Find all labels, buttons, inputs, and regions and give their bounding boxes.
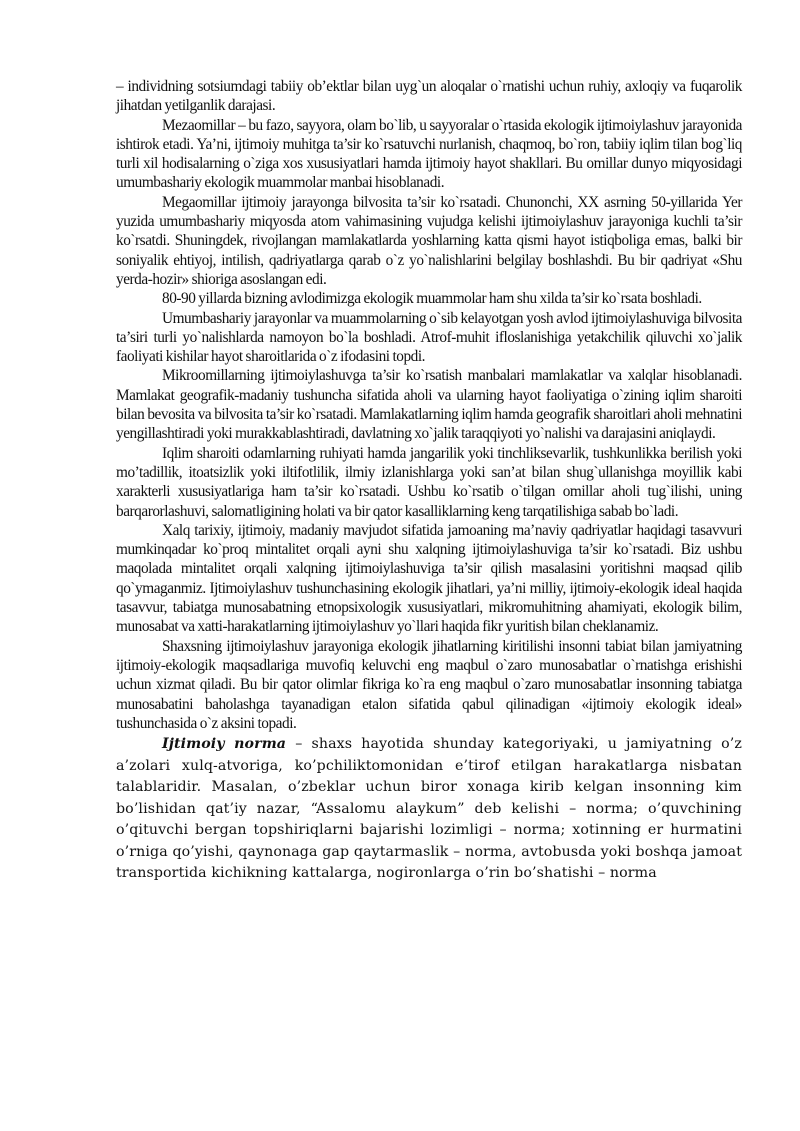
definition-term: Ijtimoiy norma xyxy=(162,736,287,753)
paragraph-umumbashariy: Umumbashariy jarayonlar va muammolarning o`sib kelayotgan yosh avlod ijtimoiylashuviga bilvosita ta’siri turli yo`nalishlarda namoyon bo`la boshladi. Atrof-muhit ifloslanishiga yetakchilik qiluvchi xo`jalik faoliyati kishilar hayot sharoitlarida o`z ifodasini topdi. xyxy=(116,309,742,366)
paragraph-shaxsning: Shaxsning ijtimoiylashuv jarayoniga ekologik jihatlarning kiritilishi insonni tabiat bilan jamiyatning ijtimoiy-ekologik maqsadlariga muvofiq keluvchi eng maqbul o`zaro munosabatlar o`rnatishga erishishi uchun xizmat qiladi. Bu bir qator olimlar fikriga ko`ra eng maqbul o`zaro munosabatlar insonning tabiatga munosabatini baholashga tayanadigan etalon sifatida qabul qilinadigan «ijtimoiy ekologik ideal» tushunchasida o`z aksini topadi. xyxy=(116,637,742,732)
paragraph-megaomillar: Megaomillar ijtimoiy jarayonga bilvosita ta’sir ko`rsatadi. Chunonchi, XX asrning 50-yillarida Yer yuzida umumbashariy miqyosda atom vahimasining vujudga kelishi ijtimoiylashuv jarayoniga kuchli ta’sir ko`rsatdi. Shuningdek, rivojlangan mamlakatlarda yoshlarning katta qismi hayot istiqboliga emas, balki bir soniyalik ehtiyoj, intilish, qadriyatlarga qarab o`z yo`nalishlarini belgilay boshlashdi. Bu bir qadriyat «Shu yerda-hozir» shioriga asoslangan edi. xyxy=(116,193,742,288)
paragraph-xalq: Xalq tarixiy, ijtimoiy, madaniy mavjudot sifatida jamoaning ma’naviy qadriyatlar haqidagi tasavvuri mumkinqadar ko`proq mintalitet orqali ayni shu xalqning ijtimoiylashuviga ta’sir ko`rsatadi. Biz ushbu maqolada mintalitet orqali xalqning ijtimoiylashuviga ta’sir qilish masalasini yoritishni maqsad qilib qo`ymaganmiz. Ijtimoiylashuv tushunchasining ekologik jihatlari, ya’ni milliy, ijtimoiy-ekologik ideal haqida tasavvur, tabiatga munosabatning etnopsixologik xususiyatlari, mikromuhitning ahamiyati, ekologik bilim, munosabat va xatti-harakatlarning ijtimoiylashuv yo`llari haqida fikr yuritish bilan cheklanamiz. xyxy=(116,521,742,636)
paragraph-mezaomillar: Mezaomillar – bu fazo, sayyora, olam bo`lib, u sayyoralar o`rtasida ekologik ijtimoiylashuv jarayonida ishtirok etadi. Ya’ni, ijtimoiy muhitga ta’sir ko`rsatuvchi nurlanish, chaqmoq, bo`ron, tabiiy iqlim tilan bog`liq turli xil hodisalarning o`ziga xos xususiyatlari hamda ijtimoiy hayot shakllari. Bu omillar dunyo miqyosidagi umumbashariy ekologik muammolar manbai hisoblanadi. xyxy=(116,116,742,192)
paragraph-80-90-yillar: 80-90 yillarda bizning avlodimizga ekologik muammolar ham shu xilda ta’sir ko`rsata boshladi. xyxy=(162,290,702,308)
document-page xyxy=(116,77,742,885)
paragraph-1: – individning sotsiumdagi tabiiy ob’ektlar bilan uyg`un aloqalar o`rnatishi uchun ruhiy, axloqiy va fuqarolik jihatdan yetilganlik darajasi. xyxy=(116,78,742,115)
paragraph-iqlim: Iqlim sharoiti odamlarning ruhiyati hamda jangarilik yoki tinchliksevarlik, tushkunlikka berilish yoki mo’tadillik, itoatsizlik yoki iltifotlilik, ilmiy izlanishlarga yoki san’at bilan shug`ullanishga moyillik kabi xarakterli xususiyatlariga ham ta’sir ko`rsatadi. Ushbu ko`rsatib o`tilgan omillar aholi tug`ilishi, uning barqarorlashuvi, salomatligining holati va bir qator kasalliklarning keng tarqatilishiga sabab bo`ladi. xyxy=(116,444,742,520)
paragraph-ijtimoiy-norma xyxy=(116,734,742,885)
definition-text: – shaxs hayotida shunday kategoriyaki, u jamiyatning o’z a’zolari xulq-atvoriga, ko’pchiliktomonidan e’tirof etilgan harakatlarga nisbatan talablaridir. Masalan, o’zbeklar uchun biror xonaga kirib kelgan insonning kim bo’lishidan qat’iy nazar, “Assalomu alaykum” deb kelishi – norma; o’quvchining o’qituvchi bergan topshiriqlarni bajarishi lozimligi – norma; xotinning er hurmatini o’rniga qo’yishi, qaynonaga gap qaytarmaslik – norma, avtobusda yoki boshqa jamoat transportida kichikning kattalarga, nogironlarga o’rin bo’shatishi – norma xyxy=(116,736,742,882)
paragraph-mikroomillar: Mikroomillarning ijtimoiylashuvga ta’sir ko`rsatish manbalari mamlakatlar va xalqlar hisoblanadi. Mamlakat geografik-madaniy tushuncha sifatida aholi va ularning hayot faoliyatiga o`zining iqlim sharoiti bilan bevosita va bilvosita ta’sir ko`rsatadi. Mamlakatlarning iqlim hamda geografik sharoitlari aholi mehnatini yengillashtiradi yoki murakkablashtiradi, davlatning xo`jalik taraqqiyoti yo`nalishi va darajasini aniqlaydi. xyxy=(116,367,742,443)
